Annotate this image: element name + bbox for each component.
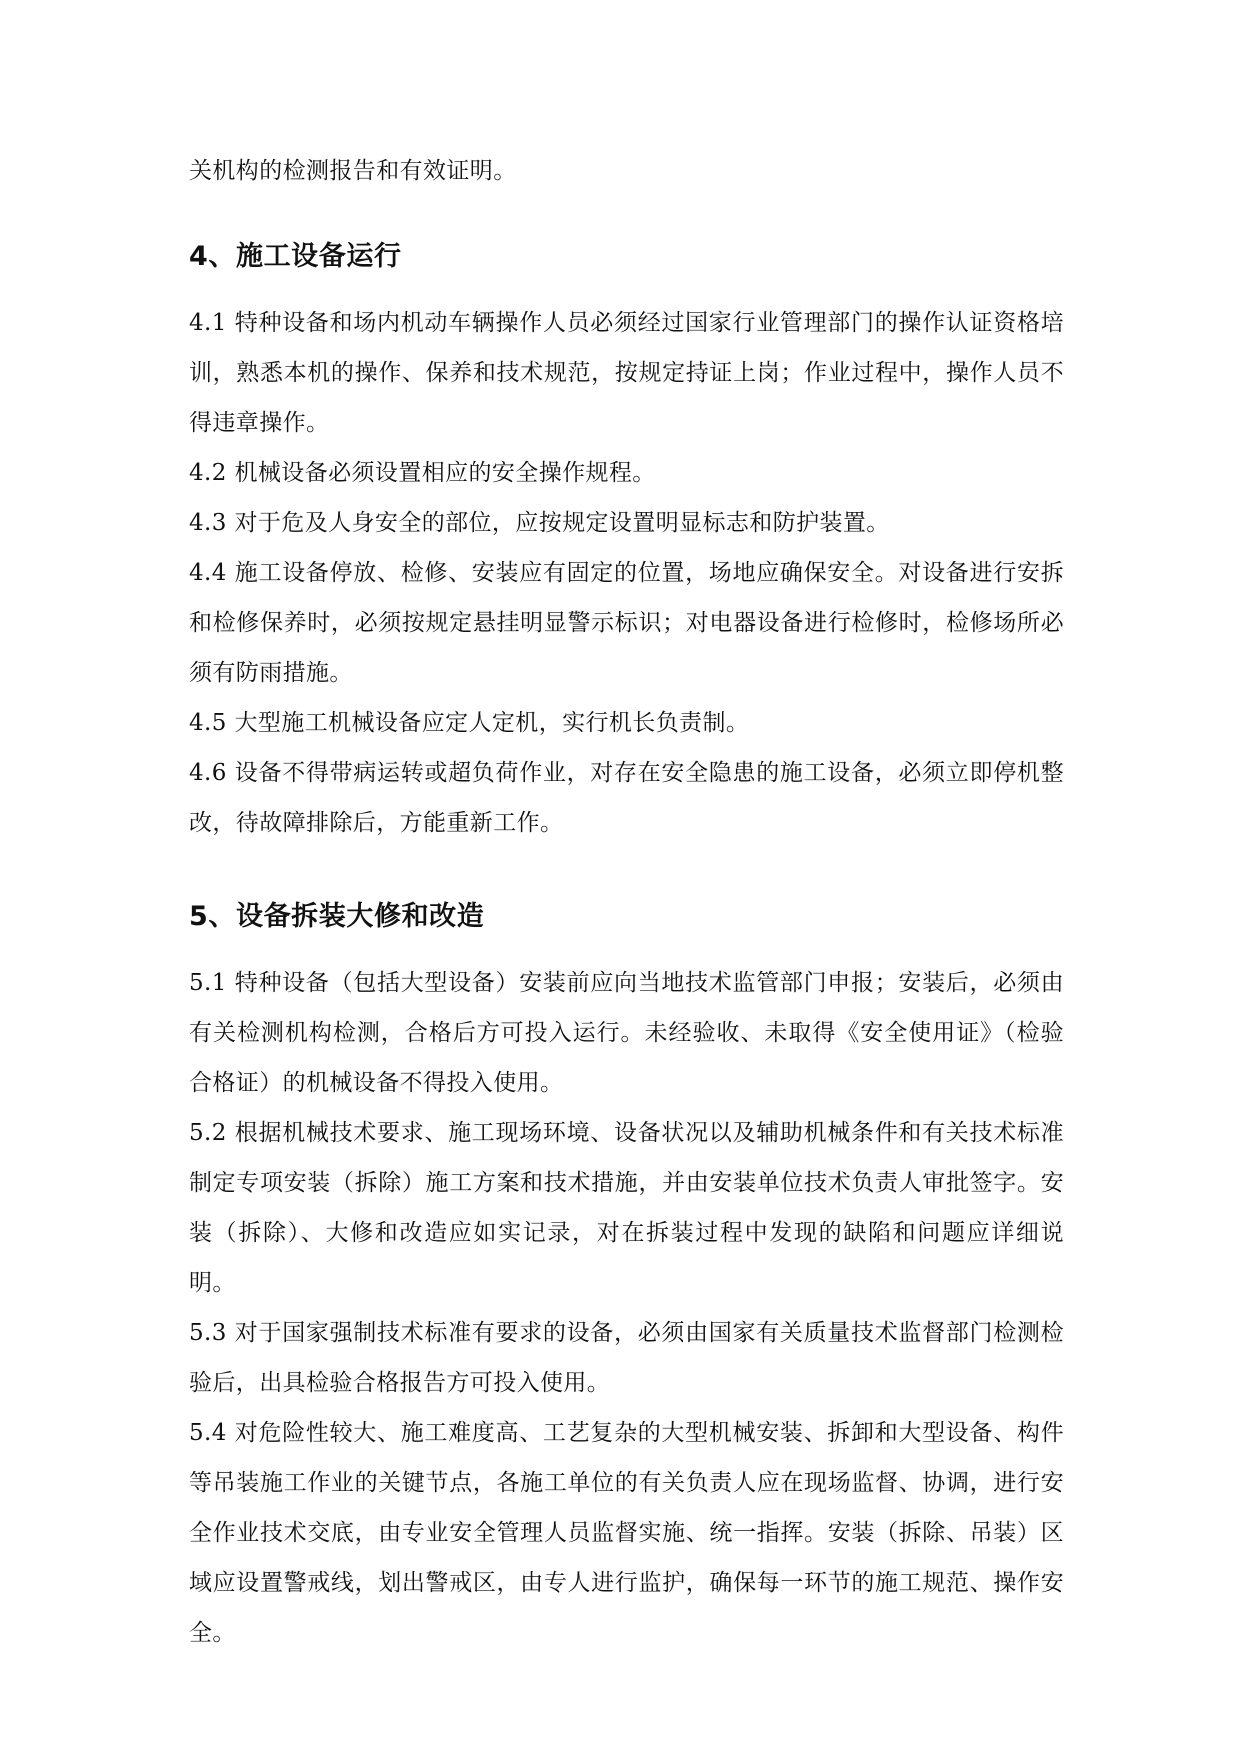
- clause-4-5: 4.5 大型施工机械设备应定人定机，实行机长负责制。: [189, 710, 750, 736]
- clause-4-4: 4.4 施工设备停放、检修、安装应有固定的位置，场地应确保安全。对设备进行安拆和检修保养时，必须按规定悬挂明显警示标识；对电器设备进行检修时，检修场所必须有防雨措施。: [189, 560, 1064, 686]
- section-4-heading: 4、施工设备运行: [189, 241, 402, 272]
- clause-4-2: 4.2 机械设备必须设置相应的安全操作规程。: [189, 460, 656, 486]
- section-5-body: [189, 958, 1064, 1658]
- clause-5-1: 5.1 特种设备（包括大型设备）安装前应向当地技术监管部门申报；安装后，必须由有关检测机构检测，合格后方可投入运行。未经验收、未取得《安全使用证》（检验合格证）的机械设备不得投入使用。: [189, 970, 1064, 1096]
- clause-4-3: 4.3 对于危及人身安全的部位，应按规定设置明显标志和防护装置。: [189, 510, 890, 536]
- clause-4-1: 4.1 特种设备和场内机动车辆操作人员必须经过国家行业管理部门的操作认证资格培训，熟悉本机的操作、保养和技术规范，按规定持证上岗；作业过程中，操作人员不得违章操作。: [189, 310, 1064, 436]
- section-5-heading: 5、设备拆装大修和改造: [189, 901, 485, 932]
- clause-4-6: 4.6 设备不得带病运转或超负荷作业，对存在安全隐患的施工设备，必须立即停机整改，待故障排除后，方能重新工作。: [189, 760, 1064, 836]
- clause-5-4: 5.4 对危险性较大、施工难度高、工艺复杂的大型机械安装、拆卸和大型设备、构件等吊装施工作业的关键节点，各施工单位的有关负责人应在现场监督、协调，进行安全作业技术交底，由专业安全管理人员监督实施、统一指挥。安装（拆除、吊装）区域应设置警戒线，划出警戒区，由专人进行监护，确保每一环节的施工规范、操作安全。: [189, 1420, 1064, 1646]
- document-body: [189, 146, 1064, 1658]
- section-4-body: [189, 298, 1064, 848]
- clause-5-2: 5.2 根据机械技术要求、施工现场环境、设备状况以及辅助机械条件和有关技术标准制定专项安装（拆除）施工方案和技术措施，并由安装单位技术负责人审批签字。安装（拆除）、大修和改造应如实记录，对在拆装过程中发现的缺陷和问题应详细说明。: [189, 1120, 1064, 1296]
- clause-5-3: 5.3 对于国家强制技术标准有要求的设备，必须由国家有关质量技术监督部门检测检验后，出具检验合格报告方可投入使用。: [189, 1320, 1064, 1396]
- intro-paragraph-tail: 关机构的检测报告和有效证明。: [189, 158, 517, 184]
